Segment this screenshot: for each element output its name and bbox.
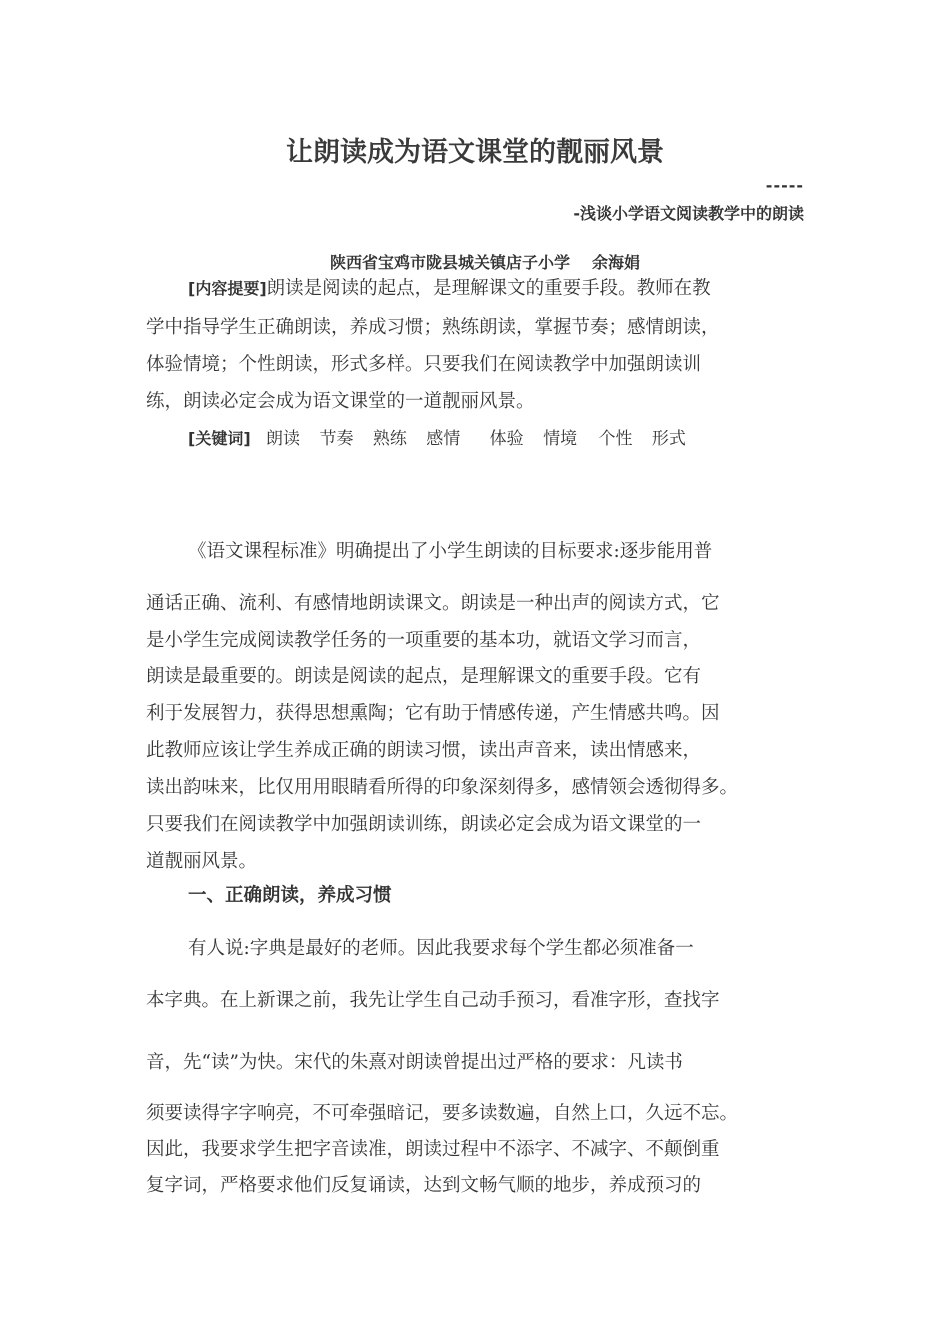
intro-line-7: 读出韵味来，比仅用用眼睛看所得的印象深刻得多，感情领会透彻得多。 — [146, 777, 739, 798]
intro-line-2: 通话正确、流利、有感情地朗读课文。朗读是一种出声的阅读方式，它 — [146, 593, 720, 614]
abstract-line-1 — [188, 274, 868, 300]
subtitle-dashes: ----- — [765, 176, 804, 195]
section1-line-6: 复字词，严格要求他们反复诵读，达到文畅气顺的地步，养成预习的 — [146, 1175, 702, 1196]
keyword: 情境 — [543, 429, 578, 449]
author-name: 余海娟 — [592, 253, 641, 272]
keyword: 个性 — [598, 429, 633, 449]
document-title: 让朗读成为语文课堂的靓丽风景 — [286, 137, 664, 168]
intro-line-9: 道靓丽风景。 — [146, 851, 258, 872]
abstract-text: 朗读是阅读的起点，是理解课文的重要手段。教师在教 — [266, 278, 711, 299]
keyword: 朗读 — [266, 429, 301, 449]
intro-line-4: 朗读是最重要的。朗读是阅读的起点，是理解课文的重要手段。它有 — [146, 666, 702, 687]
section1-line-4: 须要读得字字响亮，不可牵强暗记，要多读数遍，自然上口，久远不忘。 — [146, 1103, 739, 1124]
intro-line-1: 《语文课程标准》明确提出了小学生朗读的目标要求:逐步能用普 — [188, 541, 713, 562]
keyword: 熟练 — [372, 429, 407, 449]
intro-line-5: 利于发展智力，获得思想熏陶；它有助于情感传递，产生情感共鸣。因 — [146, 703, 720, 724]
abstract-line-4: 练，朗读必定会成为语文课堂的一道靓丽风景。 — [146, 391, 535, 412]
keyword: 体验 — [489, 429, 524, 449]
abstract-label: [内容提要] — [188, 279, 267, 298]
section1-line-3: 音，先“读”为快。宋代的朱熹对朗读曾提出过严格的要求：凡读书 — [146, 1052, 683, 1073]
keywords-line — [188, 424, 700, 449]
section1-line-5: 因此，我要求学生把字音读准，朗读过程中不添字、不减字、不颠倒重 — [146, 1139, 720, 1160]
section-heading: 一、正确朗读，养成习惯 — [188, 885, 392, 906]
intro-line-8: 只要我们在阅读教学中加强朗读训练，朗读必定会成为语文课堂的一 — [146, 814, 702, 835]
abstract-line-3: 体验情境；个性朗读，形式多样。只要我们在阅读教学中加强朗读训 — [146, 354, 702, 375]
keywords-label: [关键词] — [188, 429, 251, 448]
section1-line-1: 有人说:字典是最好的老师。因此我要求每个学生都必须准备一 — [188, 938, 694, 959]
keyword: 节奏 — [319, 429, 354, 449]
intro-line-6: 此教师应该让学生养成正确的朗读习惯，读出声音来，读出情感来， — [146, 740, 702, 761]
intro-line-3: 是小学生完成阅读教学任务的一项重要的基本功，就语文学习而言， — [146, 630, 702, 651]
abstract-line-2: 学中指导学生正确朗读，养成习惯；熟练朗读，掌握节奏；感情朗读， — [146, 317, 720, 338]
author-line — [330, 250, 640, 273]
section1-line-2: 本字典。在上新课之前，我先让学生自己动手预习，看准字形，查找字 — [146, 990, 720, 1011]
keyword: 形式 — [651, 429, 686, 449]
author-school: 陕西省宝鸡市陇县城关镇店子小学 — [330, 253, 571, 272]
keyword: 感情 — [426, 429, 461, 449]
document-subtitle: -浅谈小学语文阅读教学中的朗读 — [573, 204, 804, 223]
